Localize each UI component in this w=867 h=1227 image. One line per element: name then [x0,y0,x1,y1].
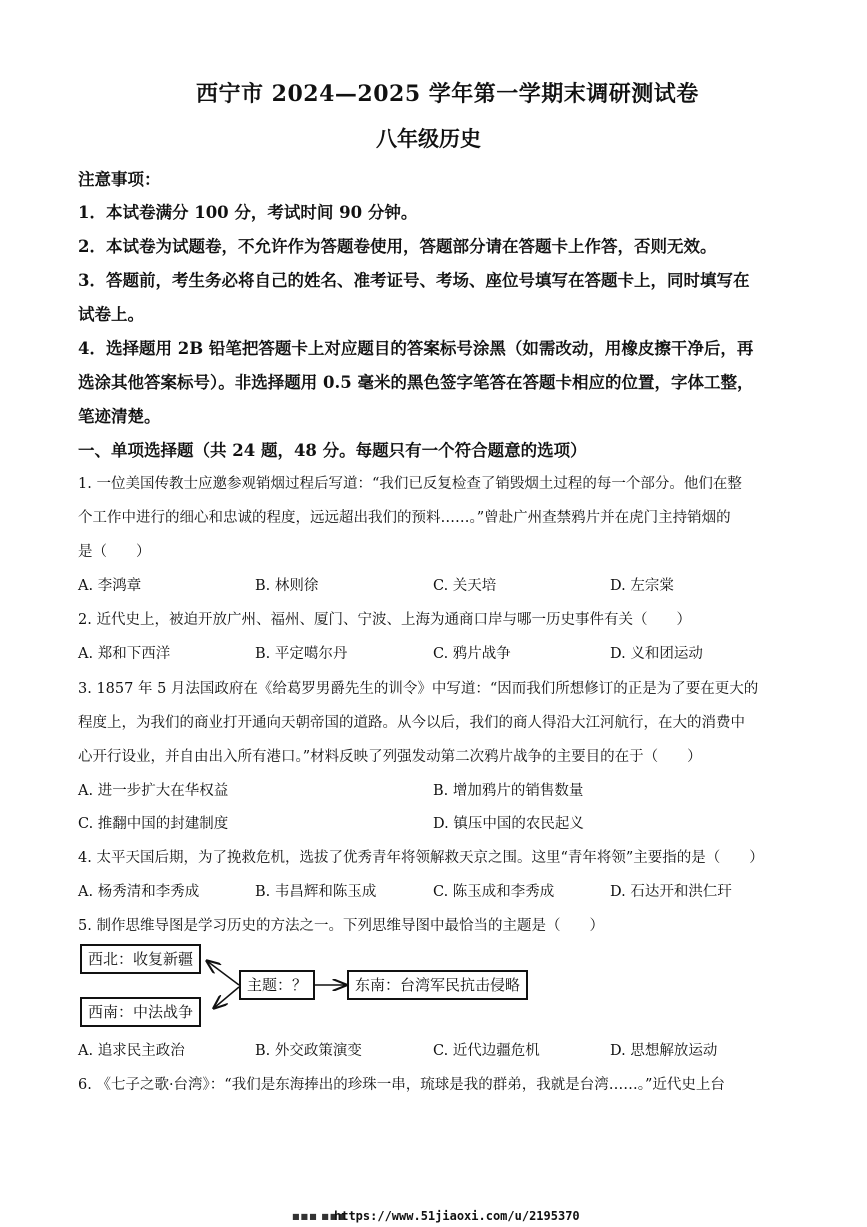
option-a: A. 追求民主政治 [78,1043,185,1059]
question-text: 程度上，为我们的商业打开通向天朝帝国的道路。从今以后，我们的商人得沿大江河航行，在大的消费中 [78,715,745,731]
connector-northwest [207,961,239,985]
option-b: B. 外交政策演变 [255,1043,362,1059]
question-text: 4. 太平天国后期，为了挽救危机，选拔了优秀青年将领解救天京之围。这里“青年将领”主要指的是（ ） [78,850,764,866]
option-c: C. 鸦片战争 [433,646,511,662]
notice-line: 笔迹清楚。 [78,407,161,426]
question-text: 个工作中进行的细心和忠诚的程度，远远超出我们的预料……。”曾赴广州查禁鸦片并在虎门主持销烟的 [78,510,731,526]
option-c: C. 近代边疆危机 [433,1043,540,1059]
question-text: 6. 《七子之歌·台湾》：“我们是东海捧出的珍珠一串，琉球是我的群弟，我就是台湾……。”近代史上台 [78,1077,725,1093]
option-c: C. 推翻中国的封建制度 [78,816,229,832]
notice-line: 选涂其他答案标号）。非选择题用 0.5 毫米的黑色签字笔答在答题卡相应的位置，字体工整， [78,373,754,392]
question-text: 是（ ） [78,544,151,560]
option-b: B. 韦昌辉和陈玉成 [255,884,377,900]
option-b: B. 增加鸦片的销售数量 [433,783,584,799]
exam-title: 西宁市 2024—2025 学年第一学期末调研测试卷 [196,81,699,107]
option-a: A. 郑和下西洋 [78,646,171,662]
connector-southwest [214,987,239,1008]
option-c: C. 陈玉成和李秀成 [433,884,555,900]
option-b: B. 林则徐 [255,578,319,594]
option-b: B. 平定噶尔丹 [255,646,348,662]
option-d: D. 镇压中国的农民起义 [433,816,584,832]
question-text: 1. 一位美国传教士应邀参观销烟过程后写道：“我们已反复检查了销毁烟土过程的每一个部分。他们在整 [78,476,742,492]
option-a: A. 李鸿章 [78,578,142,594]
notice-line: 试卷上。 [78,305,144,324]
question-text: 3. 1857 年 5 月法国政府在《给葛罗男爵先生的训令》中写道：“因而我们所想修订的正是为了要在更大的 [78,681,759,697]
option-d: D. 思想解放运动 [610,1043,718,1059]
mind-map-node-southwest: 西南：中法战争 [80,997,201,1027]
option-a: A. 进一步扩大在华权益 [78,783,229,799]
notice-line: 2．本试卷为试题卷，不允许作为答题卷使用，答题部分请在答题卡上作答，否则无效。 [78,237,717,256]
section-heading: 一、单项选择题（共 24 题，48 分。每题只有一个符合题意的选项） [78,441,587,460]
notice-line: 4．选择题用 2B 铅笔把答题卡上对应题目的答案标号涂黑（如需改动，用橡皮擦干净后，再 [78,339,754,358]
notice-line: 1．本试卷满分 100 分，考试时间 90 分钟。 [78,203,418,222]
option-d: D. 左宗棠 [610,578,674,594]
question-text: 5. 制作思维导图是学习历史的方法之一。下列思维导图中最恰当的主题是（ ） [78,918,604,934]
option-d: D. 义和团运动 [610,646,703,662]
notice-line: 3．答题前，考生务必将自己的姓名、准考证号、考场、座位号填写在答题卡上，同时填写在 [78,271,750,290]
notice-heading: 注意事项： [78,170,161,189]
question-text: 2. 近代史上，被迫开放广州、福州、厦门、宁波、上海为通商口岸与哪一历史事件有关（ ） [78,612,691,628]
mind-map-node-east: 东南：台湾军民抗击侵略 [347,970,528,1000]
footer-url-link[interactable]: https://www.51jiaoxi.com/u/2195370 [334,1209,580,1223]
option-d: D. 石达开和洪仁玕 [610,884,732,900]
exam-subtitle: 八年级历史 [376,126,481,151]
footer-decoration: ■■■ ■■■ [292,1212,347,1221]
option-a: A. 杨秀清和李秀成 [78,884,200,900]
question-text: 心开行设业，并自由出入所有港口。”材料反映了列强发动第二次鸦片战争的主要目的在于（ ） [78,749,702,765]
mind-map-node-northwest: 西北：收复新疆 [80,944,201,974]
mind-map-node-center: 主题：？ [239,970,315,1000]
option-c: C. 关天培 [433,578,497,594]
